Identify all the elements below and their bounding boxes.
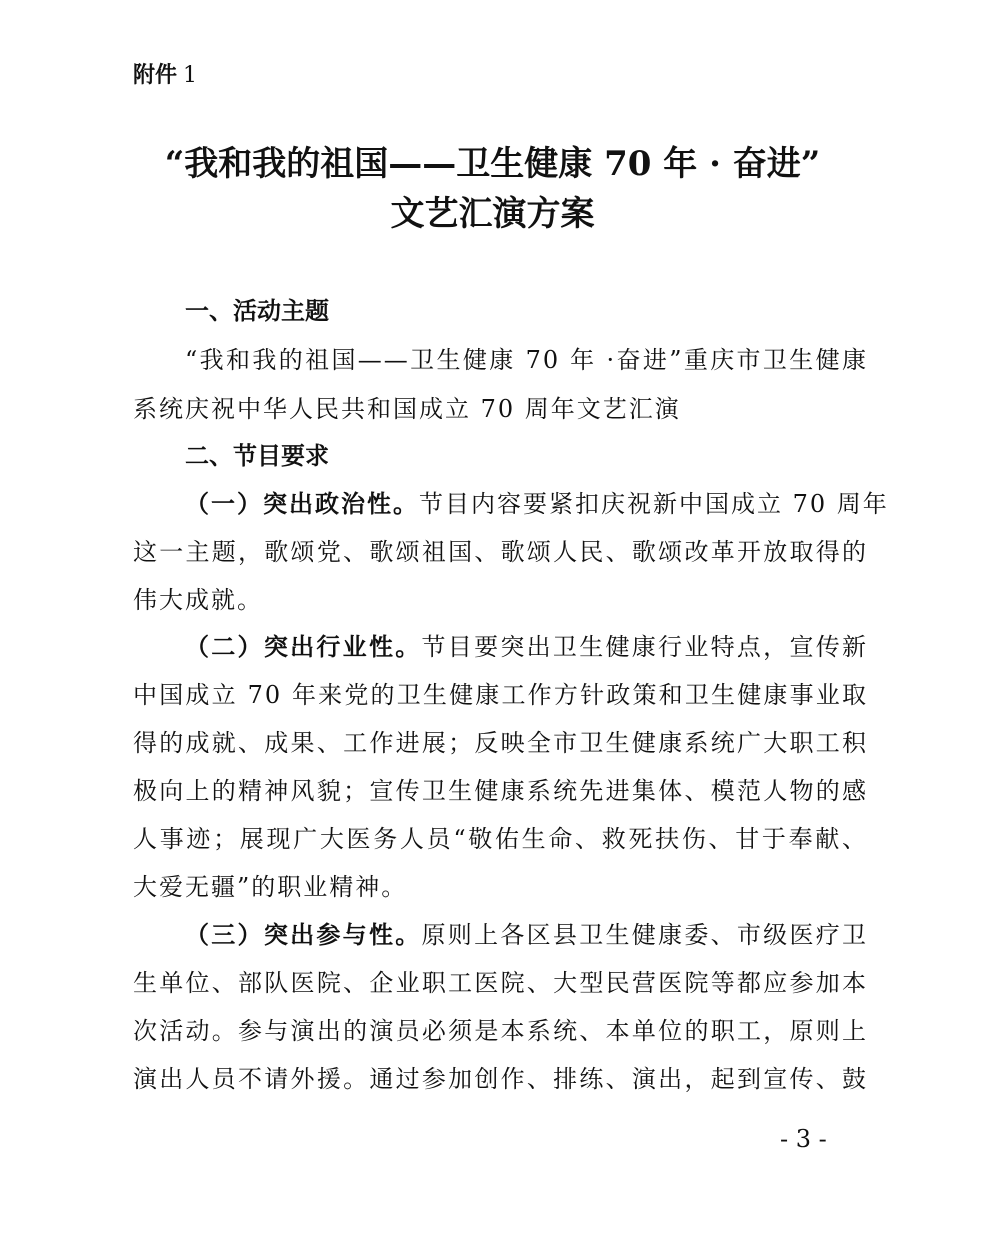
paragraph-line: 人事迹；展现广大医务人员“敬佑生命、救死扶伤、甘于奉献、 [133,825,868,853]
paragraph-line: 中国成立 70 年来党的卫生健康工作方针政策和卫生健康事业取 [133,681,868,709]
section-heading-requirements: 二、节目要求 [185,442,329,470]
paragraph-lead: （三）突出参与性。 [185,921,422,949]
paragraph-lead: （一）突出政治性。 [185,490,419,518]
paragraph-line: 大爱无疆”的职业精神。 [133,873,408,901]
attachment-text: 附件 [133,63,178,88]
paragraph-first-line [185,630,868,664]
document-title-line-2: 文艺汇演方案 [390,194,595,234]
paragraph-line: 次活动。参与演出的演员必须是本系统、本单位的职工，原则上 [133,1017,868,1045]
attachment-label [133,60,197,92]
paragraph-first-line [185,487,889,521]
paragraph-text: 原则上各区县卫生健康委、市级医疗卫 [421,921,869,949]
paragraph-text: 节目内容要紧扣庆祝新中国成立 70 周年 [419,490,889,518]
paragraph-first-line [185,918,868,952]
paragraph-line: 伟大成就。 [133,586,263,614]
paragraph-line: 这一主题，歌颂党、歌颂祖国、歌颂人民、歌颂改革开放取得的 [133,538,868,566]
paragraph-line: 极向上的精神风貌；宣传卫生健康系统先进集体、模范人物的感 [133,777,868,805]
paragraph-line: 生单位、部队医院、企业职工医院、大型民营医院等都应参加本 [133,969,868,997]
paragraph-line: 演出人员不请外援。通过参加创作、排练、演出，起到宣传、鼓 [133,1065,868,1093]
paragraph-lead: （二）突出行业性。 [185,633,422,661]
paragraph-line: 系统庆祝中华人民共和国成立 70 周年文艺汇演 [133,395,681,423]
paragraph-line: 得的成就、成果、工作进展；反映全市卫生健康系统广大职工积 [133,729,868,757]
document-title-line-1: “我和我的祖国——卫生健康 70 年 · 奋进” [164,144,821,184]
attachment-number: 1 [183,63,198,88]
page-number: - 3 - [780,1125,827,1153]
paragraph-text: 节目要突出卫生健康行业特点，宣传新 [421,633,869,661]
section-heading-theme: 一、活动主题 [185,297,329,325]
paragraph-line: “我和我的祖国——卫生健康 70 年 ·奋进”重庆市卫生健康 [185,346,868,374]
